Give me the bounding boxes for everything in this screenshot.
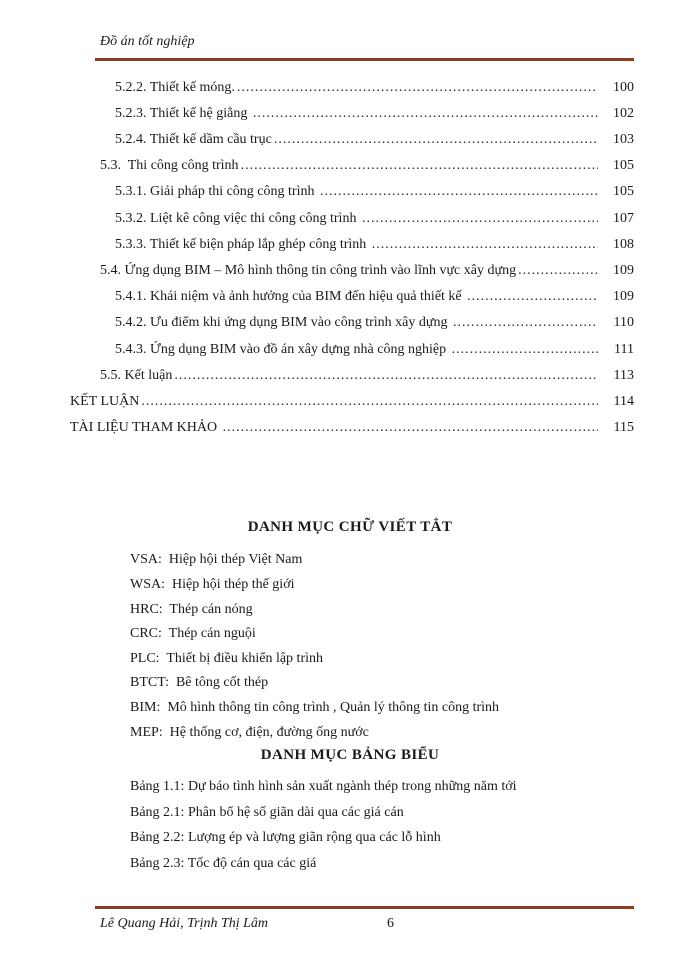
toc-entry-label: 5.2.3. Thiết kế hệ giằng — [115, 105, 251, 121]
toc-leader-dots — [223, 415, 598, 441]
toc-leader-dots — [362, 206, 598, 232]
toc-entry-page: 114 — [613, 393, 634, 409]
abbreviation-item: VSA: Hiệp hội thép Việt Nam — [130, 552, 303, 568]
toc-entry-page: 111 — [614, 341, 634, 357]
toc-entry — [70, 363, 634, 389]
toc-leader-dots — [320, 179, 598, 205]
toc-entry-label: KẾT LUẬN — [70, 393, 140, 409]
toc-entry-page: 113 — [613, 367, 634, 383]
toc-entry-label: 5.3. Thi công công trình — [100, 158, 239, 174]
abbreviation-item: MEP: Hệ thống cơ, điện, đường ống nước — [130, 724, 369, 740]
toc-leader-dots — [452, 337, 598, 363]
toc-entry-page: 109 — [613, 262, 634, 278]
toc-entry-page: 107 — [613, 210, 634, 226]
tables-heading: DANH MỤC BẢNG BIỂU — [260, 747, 440, 764]
toc-entry — [70, 310, 634, 336]
toc-leader-dots — [453, 310, 598, 336]
abbreviation-item: BTCT: Bê tông cốt thép — [130, 675, 269, 691]
toc-entry — [70, 389, 634, 415]
footer-rule — [95, 906, 634, 909]
toc-entry-page: 115 — [613, 420, 634, 436]
toc-entry — [70, 415, 634, 441]
toc-leader-dots — [237, 75, 598, 101]
toc-leader-dots — [372, 232, 598, 258]
toc-entry-label: 5.4.3. Ứng dụng BIM vào đồ án xây dựng nhà công nghiệp — [115, 341, 450, 357]
toc-entry-label: 5.4.2. Ưu điểm khi ứng dụng BIM vào công trình xây dựng — [115, 315, 451, 331]
toc-entry-label: 5.4. Ứng dụng BIM – Mô hình thông tin công trình vào lĩnh vực xây dựng — [100, 262, 517, 278]
toc-entry-page: 108 — [613, 236, 634, 252]
footer-page-number: 6 — [387, 915, 394, 931]
table-of-contents — [70, 75, 634, 442]
toc-entry-label: 5.5. Kết luận — [100, 367, 173, 383]
page-header: Đồ án tốt nghiệp — [100, 34, 195, 49]
toc-entry — [70, 206, 634, 232]
toc-leader-dots — [174, 363, 598, 389]
toc-entry-page: 102 — [613, 105, 634, 121]
abbreviation-item: PLC: Thiết bị điều khiển lập trình — [130, 650, 323, 666]
toc-leader-dots — [241, 153, 598, 179]
table-list-item: Bảng 2.3: Tốc độ cán qua các giá — [130, 855, 317, 871]
toc-entry — [70, 179, 634, 205]
footer-authors: Lê Quang Hải, Trịnh Thị Lâm — [100, 915, 269, 931]
footer-content — [0, 916, 700, 932]
table-list-item: Bảng 2.2: Lượng ép và lượng giãn rộng qua các lỗ hình — [130, 830, 441, 846]
toc-entry-label: TÀI LIỆU THAM KHẢO — [70, 420, 221, 436]
toc-entry — [70, 284, 634, 310]
table-list-item: Bảng 2.1: Phân bổ hệ số giãn dài qua các giá cán — [130, 804, 404, 820]
toc-leader-dots — [467, 284, 598, 310]
toc-entry — [70, 101, 634, 127]
abbreviation-item: BIM: Mô hình thông tin công trình , Quản lý thông tin công trình — [130, 699, 500, 715]
abbreviation-item: WSA: Hiệp hội thép thế giới — [130, 576, 295, 592]
toc-entry-label: 5.4.1. Khái niệm và ảnh hưởng của BIM đến hiệu quả thiết kế — [115, 289, 466, 305]
toc-entry-label: 5.2.2. Thiết kế móng. — [115, 79, 235, 95]
abbreviations-list — [130, 548, 634, 745]
toc-entry — [70, 153, 634, 179]
toc-entry-page: 105 — [613, 184, 634, 200]
toc-entry-label: 5.3.2. Liệt kê công việc thi công công trình — [115, 210, 360, 226]
toc-leader-dots — [141, 389, 598, 415]
header-rule — [95, 58, 634, 61]
table-list-item: Bảng 1.1: Dự báo tình hình sản xuất ngành thép trong những năm tới — [130, 779, 517, 795]
toc-leader-dots — [253, 101, 598, 127]
toc-entry-label: 5.3.1. Giải pháp thi công công trình — [115, 184, 318, 200]
toc-leader-dots — [274, 127, 598, 153]
abbreviation-item: HRC: Thép cán nóng — [130, 601, 253, 617]
toc-leader-dots — [518, 258, 598, 284]
toc-entry-page: 105 — [613, 158, 634, 174]
page-footer — [0, 906, 700, 932]
toc-entry — [70, 258, 634, 284]
abbreviations-heading: DANH MỤC CHỮ VIẾT TẮT — [247, 519, 453, 536]
toc-entry — [70, 127, 634, 153]
toc-entry-page: 100 — [613, 79, 634, 95]
tables-list — [130, 774, 634, 876]
toc-entry — [70, 232, 634, 258]
toc-entry-page: 103 — [613, 131, 634, 147]
toc-entry-label: 5.2.4. Thiết kế dầm cầu trục — [115, 131, 272, 147]
toc-entry — [70, 337, 634, 363]
abbreviation-item: CRC: Thép cán nguội — [130, 626, 256, 642]
toc-entry — [70, 75, 634, 101]
toc-entry-page: 109 — [613, 289, 634, 305]
toc-entry-page: 110 — [613, 315, 634, 331]
toc-entry-label: 5.3.3. Thiết kế biện pháp lắp ghép công trình — [115, 236, 370, 252]
